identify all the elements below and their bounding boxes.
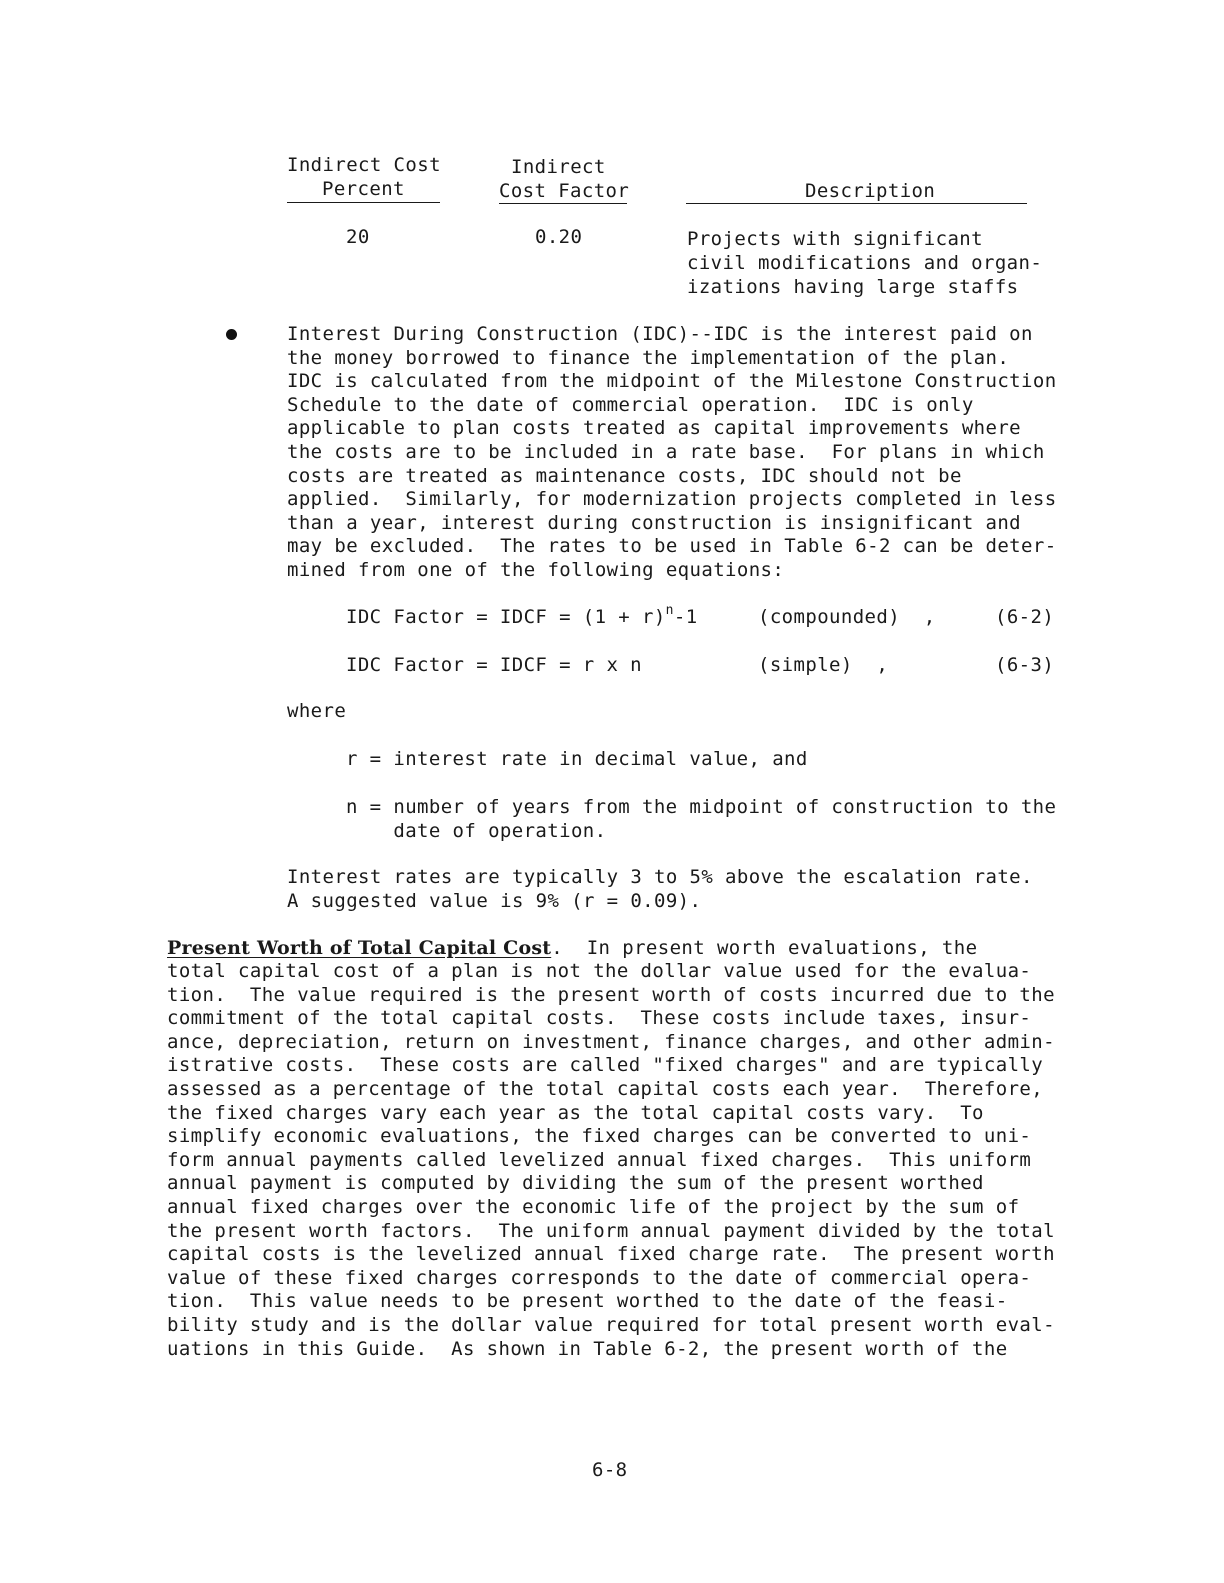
interest-note: Interest rates are typically 3 to 5% above the escalation rate. A suggested value is 9% (r = 0.09).	[287, 866, 1033, 912]
equation-compounded	[346, 602, 698, 630]
definition-n: n = number of years from the midpoint of construction to the date of operation.	[346, 796, 1057, 842]
equation-simple: IDC Factor = IDCF = r x n	[346, 654, 642, 676]
table-cell-description-line1: Projects with significant	[687, 228, 983, 250]
col-header-factor-line2: Cost Factor	[499, 180, 630, 202]
equation-compounded-exponent: n	[665, 602, 674, 618]
present-worth-heading: Present Worth of Total Capital Cost	[167, 937, 552, 959]
col-header-description-underline	[686, 203, 1027, 204]
equation-simple-number: (6-3)	[995, 654, 1055, 676]
table-cell-description-line3: izations having large staffs	[687, 276, 1019, 298]
present-worth-body: total capital cost of a plan is not the dollar value used for the evalua- tion. The value required is the present worth of costs incurred due to the commitment of the total capital costs. These costs include taxes, insur- ance, depreciation, return on investment, finance charges, and other admin- istrative costs. These costs are called "fixed charges" and are typically assessed as a percentage of the total capital costs each year. Therefore, the fixed charges vary each year as the total capital costs vary. To simplify economic evaluations, the fixed charges can be converted to uni- form annual payments called levelized annual fixed charges. This uniform annual payment is computed by dividing the sum of the present worthed annual fixed charges over the economic life of the project by the sum of the present worth factors. The uniform annual payment divided by the total capital costs is the levelized annual fixed charge rate. The present worth value of these fixed charges corresponds to the date of commercial opera- tion. This value needs to be present worthed to the date of the feasi- bility study and is the dollar value required for total present worth eval- uations in this Guide. As shown in Table 6-2, the present worth of the	[167, 960, 1055, 1360]
equation-compounded-type: (compounded) ,	[758, 606, 936, 628]
definition-r: r = interest rate in decimal value, and	[346, 748, 808, 770]
present-worth-first-line	[167, 937, 977, 961]
equation-compounded-tail: -1	[673, 606, 698, 628]
col-header-percent-line2: Percent	[322, 178, 405, 200]
col-header-percent-underline	[287, 202, 440, 203]
equation-compounded-number: (6-2)	[995, 606, 1055, 628]
col-header-factor-underline	[499, 203, 627, 204]
col-header-factor-line1: Indirect	[511, 156, 606, 178]
table-cell-factor: 0.20	[535, 226, 583, 248]
equation-simple-type: (simple) ,	[758, 654, 889, 676]
col-header-percent-line1: Indirect Cost	[287, 154, 441, 176]
where-label: where	[287, 700, 347, 722]
equation-compounded-lhs: IDC Factor = IDCF = (1 + r)	[346, 606, 666, 628]
table-cell-description-line2: civil modifications and organ-	[687, 252, 1043, 274]
present-worth-first-line-rest: . In present worth evaluations, the	[551, 937, 978, 959]
page-number: 6-8	[592, 1459, 628, 1481]
col-header-description: Description	[805, 180, 936, 202]
table-cell-percent: 20	[346, 226, 370, 248]
idc-paragraph: Interest During Construction (IDC)--IDC is the interest paid on the money borrowed to finance the implementation of the plan. IDC is calculated from the midpoint of the Milestone Construction Schedule to the date of commercial operation. IDC is only applicable to plan costs treated as capital improvements where the costs are to be included in a rate base. For plans in which costs are treated as maintenance costs, IDC should not be applied. Similarly, for modernization projects completed in less than a year, interest during construction is insignificant and may be excluded. The rates to be used in Table 6-2 can be deter- mined from one of the following equations:	[287, 323, 1057, 581]
bullet-icon	[226, 329, 237, 340]
